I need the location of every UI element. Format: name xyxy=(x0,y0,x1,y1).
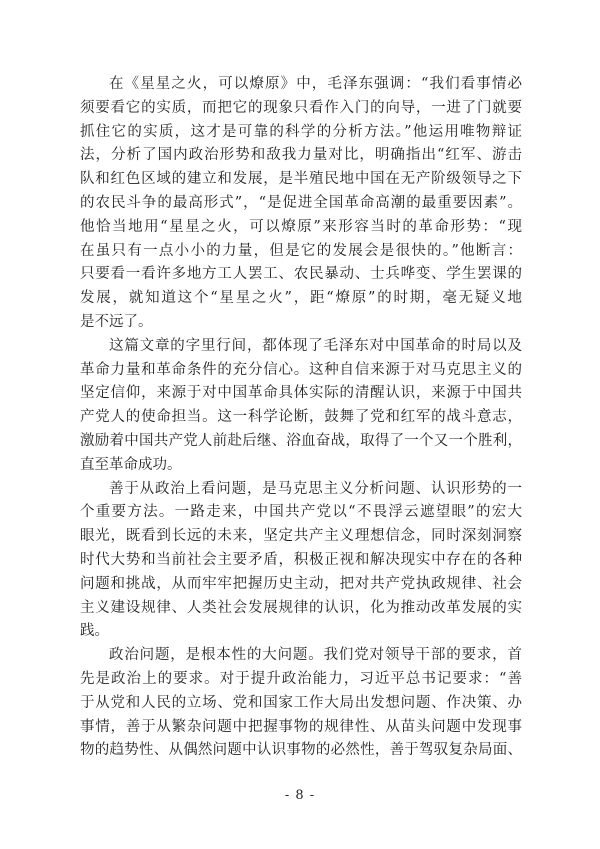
text-line: 队和红色区域的建立和发展，是半殖民地中国在无产阶级领导之下 xyxy=(80,171,522,188)
page-number: - 8 - xyxy=(284,788,316,803)
text-line: 在《星星之火，可以燎原》中，毛泽东强调：“我们看事情必 xyxy=(109,76,522,92)
text-line: 先是政治上的要求。对于提升政治能力，习近平总书记要求：“善 xyxy=(80,670,522,687)
text-line: 眼光，既看到长远的未来，坚定共产主义理想信念，同时深刻洞察 xyxy=(80,528,522,545)
text-line: 是不远了。 xyxy=(80,313,153,330)
text-line: 激励着中国共产党人前赴后继、浴血奋战，取得了一个又一个胜利， xyxy=(80,432,522,449)
text-line: 善于从政治上看问题，是马克思主义分析问题、认识形势的一 xyxy=(109,480,522,497)
text-line: 直至革命成功。 xyxy=(80,456,182,473)
page-footer xyxy=(0,784,600,803)
document-body xyxy=(80,73,522,763)
text-line: 问题和挑战，从而牢牢把握历史主动，把对共产党执政规律、社会 xyxy=(80,575,522,592)
text-line: 坚定信仰，来源于对中国革命具体实际的清醒认识，来源于中国共 xyxy=(80,385,522,402)
paragraph-2 xyxy=(80,335,522,478)
text-line: 他恰当地用“星星之火，可以燎原”来形容当时的革命形势：“现 xyxy=(80,218,522,235)
text-line: 主义建设规律、人类社会发展规律的认识，化为推动改革发展的实 xyxy=(80,599,522,616)
paragraph-1 xyxy=(80,73,522,335)
text-line: 发展，就知道这个“星星之火”，距“燎原”的时期，毫无疑义地 xyxy=(80,290,522,307)
text-line: 时代大势和当前社会主要矛盾，积极正视和解决现实中存在的各种 xyxy=(80,551,522,568)
text-line: 政治问题，是根本性的大问题。我们党对领导干部的要求，首 xyxy=(109,647,522,664)
text-line: 的农民斗争的最高形式”，“是促进全国革命高潮的最重要因素”。 xyxy=(80,194,522,211)
paragraph-3 xyxy=(80,478,522,645)
text-line: 于从党和人民的立场、党和国家工作大局出发想问题、作决策、办 xyxy=(80,694,522,711)
text-line: 在虽只有一点小小的力量，但是它的发展会是很快的。”他断言： xyxy=(80,242,522,259)
text-line: 物的趋势性、从偶然问题中认识事物的必然性，善于驾驭复杂局面、 xyxy=(80,742,522,759)
text-line: 革命力量和革命条件的充分信心。这种自信来源于对马克思主义的 xyxy=(80,361,522,378)
text-line: 事情，善于从繁杂问题中把握事物的规律性、从苗头问题中发现事 xyxy=(80,718,522,735)
text-line: 这篇文章的字里行间，都体现了毛泽东对中国革命的时局以及 xyxy=(109,337,522,354)
text-line: 抓住它的实质，这才是可靠的科学的分析方法。”他运用唯物辩证 xyxy=(80,123,522,140)
text-line: 只要看一看许多地方工人罢工、农民暴动、士兵哗变、学生罢课的 xyxy=(80,266,522,283)
paragraph-4 xyxy=(80,644,522,763)
text-line: 法，分析了国内政治形势和敌我力量对比，明确指出“红军、游击 xyxy=(80,147,522,164)
text-line: 个重要方法。一路走来，中国共产党以“不畏浮云遮望眼”的宏大 xyxy=(80,504,522,521)
text-line: 须要看它的实质，而把它的现象只看作入门的向导，一进了门就要 xyxy=(80,99,522,116)
text-line: 产党人的使命担当。这一科学论断，鼓舞了党和红军的战斗意志， xyxy=(80,409,522,426)
text-line: 践。 xyxy=(80,623,109,640)
